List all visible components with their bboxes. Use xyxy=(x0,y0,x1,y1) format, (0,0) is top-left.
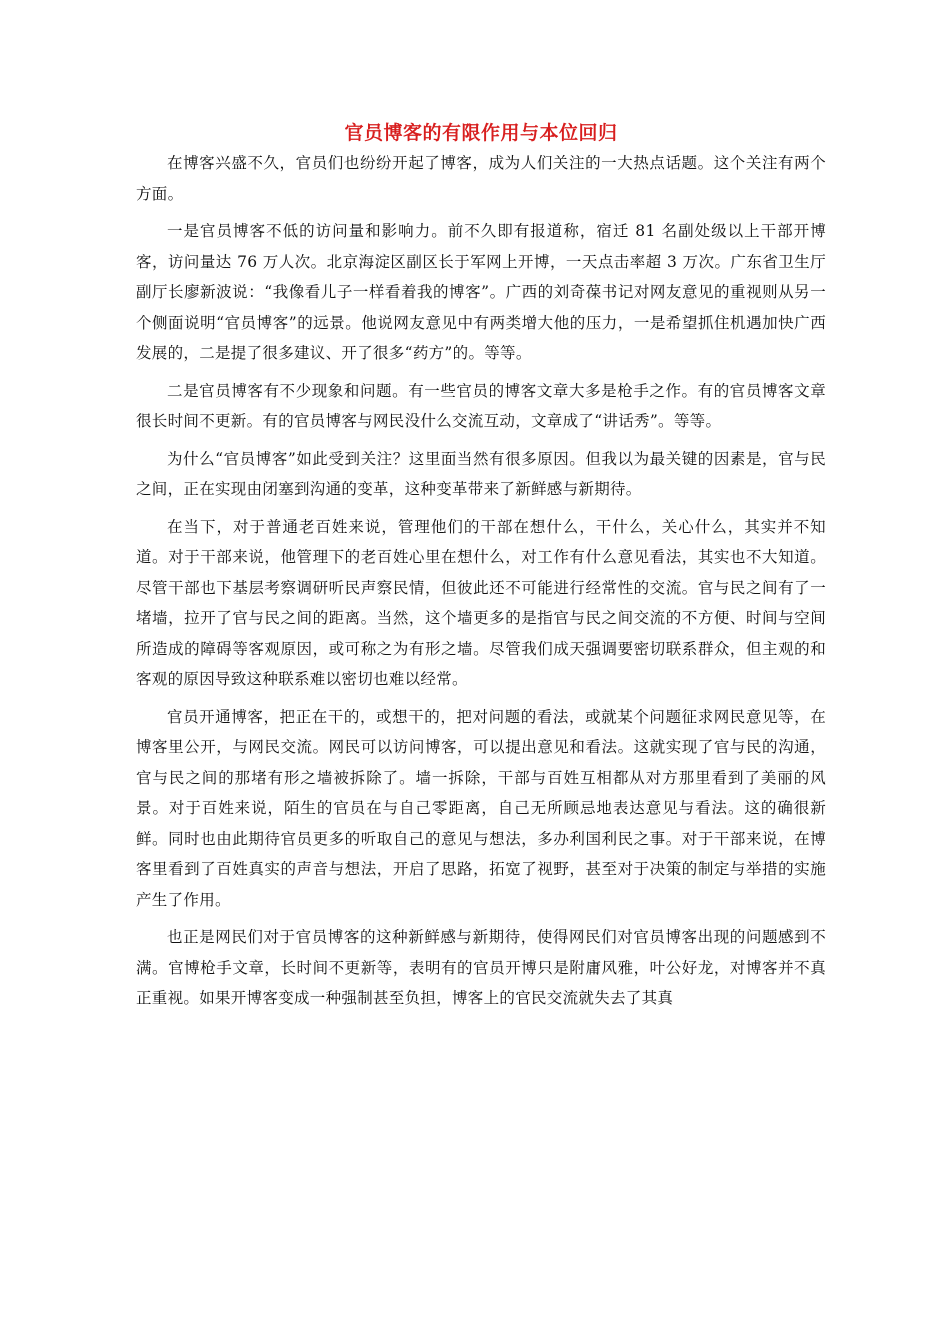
document-title: 官员博客的有限作用与本位回归 xyxy=(344,122,618,144)
paragraph-7: 也正是网民们对于官员博客的这种新鲜感与新期待，使得网民们对官员博客出现的问题感到不满。官博枪手文章，长时间不更新等，表明有的官员开博只是附庸风雅，叶公好龙，对博客并不真正重视。如果开博客变成一种强制甚至负担，博客上的官民交流就失去了其真 xyxy=(136,928,826,1007)
paragraph-4: 为什么“官员博客”如此受到关注？这里面当然有很多原因。但我以为最关键的因素是，官与民之间，正在实现由闭塞到沟通的变革，这种变革带来了新鲜感与新期待。 xyxy=(136,449,826,498)
paragraph-6: 官员开通博客，把正在干的，或想干的，把对问题的看法，或就某个问题征求网民意见等，在博客里公开，与网民交流。网民可以访问博客，可以提出意见和看法。这就实现了官与民的沟通，官与民之间的那堵有形之墙被拆除了。墙一拆除，干部与百姓互相都从对方那里看到了美丽的风景。对于百姓来说，陌生的官员在与自己零距离，自己无所顾忌地表达意见与看法。这的确很新鲜。同时也由此期待官员更多的听取自己的意见与想法，多办利国利民之事。对于干部来说，在博客里看到了百姓真实的声音与想法，开启了思路，拓宽了视野，甚至对于决策的制定与举措的实施产生了作用。 xyxy=(136,707,826,909)
paragraph-1: 在博客兴盛不久，官员们也纷纷开起了博客，成为人们关注的一大热点话题。这个关注有两个方面。 xyxy=(136,154,826,203)
document-page xyxy=(136,118,826,1021)
paragraph-2: 一是官员博客不低的访问量和影响力。前不久即有报道称，宿迁 81 名副处级以上干部开博客，访问量达 76 万人次。北京海淀区副区长于军网上开博，一天点击率超 3 万次。广东省卫生厅副厅长廖新波说：“我像看儿子一样看着我的博客”。广西的刘奇葆书记对网友意见的重视则从另一个侧面说明“官员博客”的远景。他说网友意见中有两类增大他的压力，一是希望抓住机遇加快广西发展的，二是提了很多建议、开了很多“药方”的。等等。 xyxy=(136,222,826,362)
paragraph-5: 在当下，对于普通老百姓来说，管理他们的干部在想什么，干什么，关心什么，其实并不知道。对于干部来说，他管理下的老百姓心里在想什么，对工作有什么意见看法，其实也不大知道。尽管干部也下基层考察调研听民声察民情，但彼此还不可能进行经常性的交流。官与民之间有了一堵墙，拉开了官与民之间的距离。当然，这个墙更多的是指官与民之间交流的不方便、时间与空间所造成的障碍等客观原因，或可称之为有形之墙。尽管我们成天强调要密切联系群众，但主观的和客观的原因导致这种联系难以密切也难以经常。 xyxy=(136,517,826,688)
paragraph-3: 二是官员博客有不少现象和问题。有一些官员的博客文章大多是枪手之作。有的官员博客文章很长时间不更新。有的官员博客与网民没什么交流互动，文章成了“讲话秀”。等等。 xyxy=(136,381,826,430)
